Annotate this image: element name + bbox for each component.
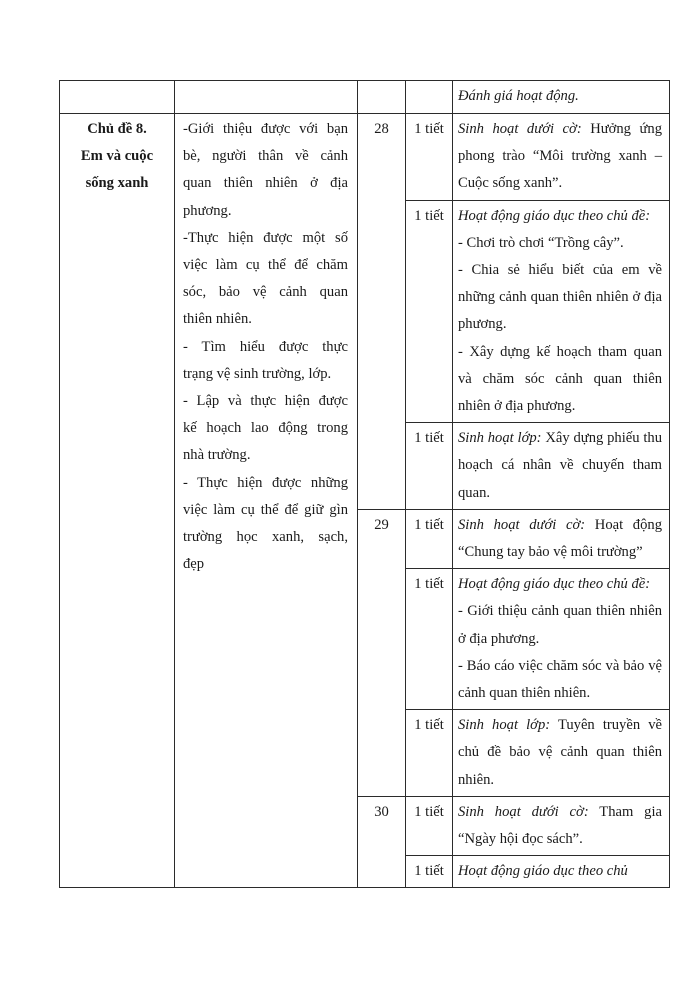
week-number-cell [358, 796, 406, 888]
activity-paragraph [458, 425, 662, 507]
goal-line: việc làm cụ thể để giữ gìn [183, 501, 348, 518]
activity-text: Hưởng ứng phong trào “Môi trường xanh – Cuộc sống xanh”. [458, 121, 662, 192]
empty-cell [60, 81, 175, 114]
duration-cell [406, 509, 453, 568]
duration-cell [406, 856, 453, 888]
lesson-plan-table [59, 80, 670, 888]
goal-line: -Thực hiện được một số [183, 229, 348, 246]
duration-label: 1 tiết [414, 516, 444, 533]
duration-cell [406, 710, 453, 797]
duration-label: 1 tiết [414, 863, 444, 880]
goal-line: kế hoạch lao động trong [183, 420, 348, 437]
duration-cell [406, 569, 453, 710]
goal-line: -Giới thiệu được với bạn [183, 121, 348, 137]
goal-line: trạng vệ sinh trường, lớp. [183, 365, 332, 382]
goal-line: sóc, bảo vệ cảnh quan [183, 284, 348, 301]
activity-item: - Giới thiệu cảnh quan thiên nhiên ở địa phương. [458, 603, 662, 647]
activity-cell [453, 509, 670, 568]
duration-cell [406, 200, 453, 423]
duration-label: 1 tiết [414, 717, 444, 734]
activity-heading: Sinh hoạt lớp: [458, 430, 542, 447]
duration-cell [406, 114, 453, 201]
empty-cell [175, 81, 358, 114]
activity-heading: Hoạt động giáo dục theo chủ đề: [458, 207, 651, 224]
activity-paragraph [458, 858, 662, 885]
activity-item: - Xây dựng kế hoạch tham quan và chăm sóc cảnh quan thiên nhiên ở địa phương. [458, 343, 662, 415]
goal-line: nhà trường. [183, 447, 251, 464]
goal-line: việc làm cụ thể để chăm [183, 257, 348, 274]
duration-label: 1 tiết [414, 121, 444, 137]
goals-cell [175, 114, 358, 888]
week-number: 30 [374, 803, 389, 820]
activity-cell [453, 81, 670, 114]
activity-paragraph [458, 712, 662, 794]
activity-cell [453, 856, 670, 888]
goal-line: trường học xanh, sạch, [183, 529, 348, 546]
activity-heading: Hoạt động giáo dục theo chủ đề: [458, 576, 651, 593]
topic-title-line: Chủ đề 8. [87, 121, 147, 137]
activity-cell [453, 569, 670, 710]
topic-title-line: sống xanh [85, 175, 149, 192]
topic-title-line: Em và cuộc [80, 148, 154, 165]
goal-line: thiên nhiên. [183, 311, 252, 328]
activity-paragraph [458, 799, 662, 853]
activity-text: Hoạt động “Chung tay bảo vệ môi trường” [458, 516, 662, 561]
week-number-cell [358, 509, 406, 796]
goal-line: bè, người thân về cảnh [183, 148, 348, 165]
activity-heading: Hoạt động giáo dục theo chủ [458, 863, 628, 880]
activity-cell [453, 710, 670, 797]
activity-item: - Chia sẻ hiểu biết của em về những cảnh quan thiên nhiên ở địa phương. [458, 262, 662, 333]
activity-cell [453, 796, 670, 855]
goal-line: đẹp [183, 556, 205, 573]
activity-text: Tham gia “Ngày hội đọc sách”. [458, 803, 663, 848]
goal-line: - Tìm hiểu được thực [183, 338, 348, 355]
goal-line: - Thực hiện được những [183, 474, 348, 491]
goal-line: - Lập và thực hiện được [183, 393, 348, 410]
activity-paragraph [458, 203, 662, 230]
activity-paragraph [458, 512, 662, 566]
activity-cell [453, 423, 670, 510]
activity-text: Đánh giá hoạt động. [458, 88, 579, 104]
activity-text: Xây dựng phiếu thu hoạch cá nhân về chuyến tham quan. [458, 430, 662, 501]
topic-cell [60, 114, 175, 888]
empty-cell [406, 81, 453, 114]
goal-line: phương. [183, 202, 232, 219]
duration-cell [406, 423, 453, 510]
goal-line: quan thiên nhiên ở địa [183, 175, 348, 192]
activity-cell [453, 114, 670, 201]
activity-text: Tuyên truyền về chủ đề bảo vệ cảnh quan thiên nhiên. [458, 717, 662, 788]
activity-paragraph [458, 571, 662, 598]
duration-label: 1 tiết [414, 576, 444, 593]
week-number: 29 [374, 516, 389, 533]
duration-label: 1 tiết [414, 207, 444, 224]
activity-cell [453, 200, 670, 423]
table-row [60, 114, 670, 201]
activity-heading: Sinh hoạt dưới cờ: [458, 803, 589, 820]
table-row-continued [60, 81, 670, 114]
empty-cell [358, 81, 406, 114]
duration-label: 1 tiết [414, 803, 444, 820]
activity-heading: Sinh hoạt lớp: [458, 717, 551, 734]
week-number: 28 [374, 121, 389, 137]
activity-heading: Sinh hoạt dưới cờ: [458, 121, 582, 137]
activity-paragraph [458, 116, 662, 198]
duration-cell [406, 796, 453, 855]
week-number-cell [358, 114, 406, 510]
activity-item: - Báo cáo việc chăm sóc và bảo vệ cảnh quan thiên nhiên. [458, 657, 662, 702]
activity-item: - Chơi trò chơi “Trồng cây”. [458, 234, 624, 251]
lesson-plan-body [60, 81, 670, 888]
activity-heading: Sinh hoạt dưới cờ: [458, 516, 586, 533]
duration-label: 1 tiết [414, 430, 444, 447]
